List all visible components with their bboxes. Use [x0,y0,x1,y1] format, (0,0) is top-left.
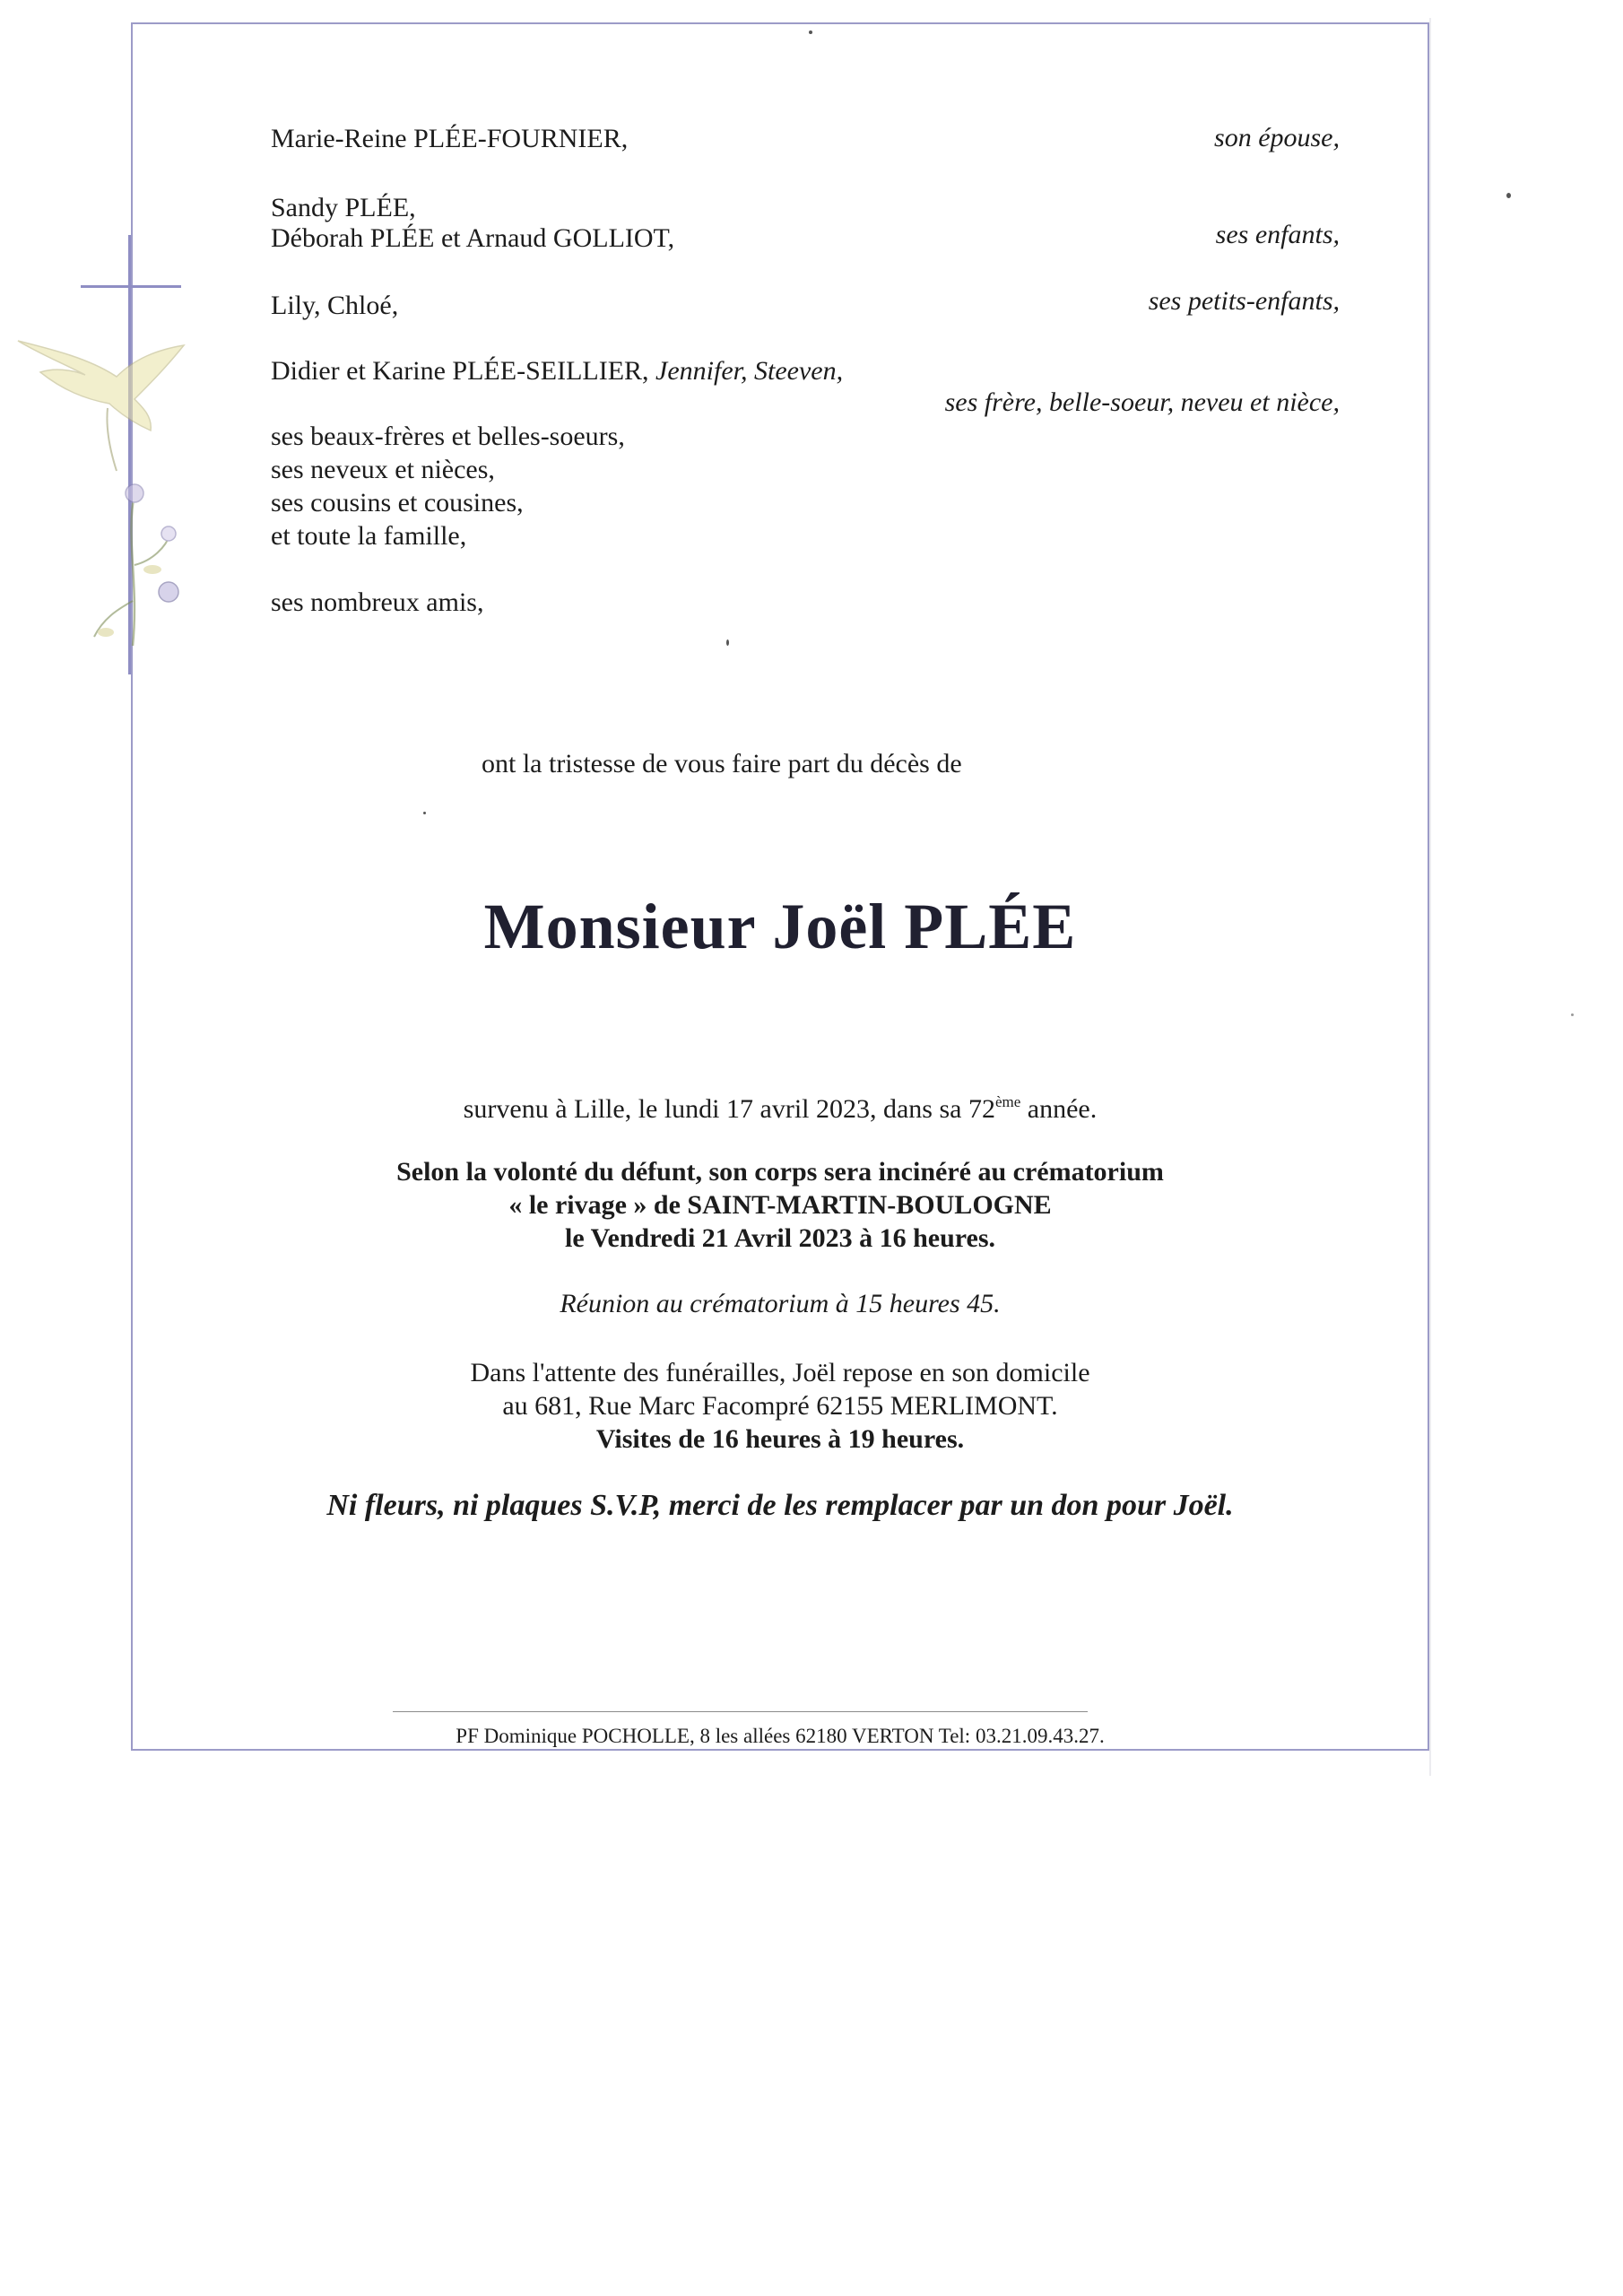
extended-family-1: ses beaux-frères et belles-soeurs, [271,422,625,451]
scan-speck [726,639,729,646]
scan-speck [1506,193,1511,198]
page-edge [1429,18,1431,1776]
siblings-role: ses frère, belle-soeur, neveu et nièce, [944,387,1340,417]
dove-icon [18,341,184,471]
closing-request: Ni fleurs, ni plaques S.V.P, merci de les remplacer par un don pour Joël. [326,1489,1234,1522]
death-details-text: survenu à Lille, le lundi 17 avril 2023, dans sa 72 [463,1094,995,1124]
ceremony-line-1: Selon la volonté du défunt, son corps sera incinéré au crématorium [396,1157,1164,1187]
cross-icon [128,235,131,674]
cross-dove-ornament [0,224,215,691]
visiting-hours: Visites de 16 heures à 19 heures. [595,1424,965,1454]
grandchildren-role: ses petits-enfants, [1148,286,1340,316]
deceased-name: Monsieur Joël PLÉE [483,891,1077,962]
cross-arm [81,285,181,288]
meeting-time: Réunion au crématorium à 15 heures 45. [560,1289,1001,1318]
child-name-2: Déborah PLÉE et Arnaud GOLLIOT, [271,223,675,253]
scan-speck [423,812,426,814]
extended-family-4: et toute la famille, [271,521,467,551]
ceremony-line-3: le Vendredi 21 Avril 2023 à 16 heures. [564,1223,996,1253]
sibling-line [271,354,843,388]
extended-family-2: ses neveux et nièces, [271,455,495,484]
rest-line-2: au 681, Rue Marc Facompré 62155 MERLIMONT. [502,1391,1058,1421]
ordinal-suffix: ème [994,1093,1021,1110]
sibling-children: Jennifer, Steeven, [655,356,844,386]
scan-speck [1571,1013,1574,1016]
spouse-name: Marie-Reine PLÉE-FOURNIER, [271,124,629,153]
friends-line: ses nombreux amis, [271,587,484,617]
funeral-home-footer: PF Dominique POCHOLLE, 8 les allées 62180 VERTON Tel: 03.21.09.43.27. [456,1725,1105,1747]
children-role: ses enfants, [1215,220,1340,249]
flower-stem-icon [94,484,178,646]
announcement-intro: ont la tristesse de vous faire part du décès de [482,749,962,778]
rest-line-1: Dans l'attente des funérailles, Joël repose en son domicile [470,1358,1090,1387]
spouse-role: son épouse, [1214,123,1340,152]
ceremony-line-2: « le rivage » de SAINT-MARTIN-BOULOGNE [508,1190,1052,1220]
death-details [131,1092,1429,1126]
sibling-names: Didier et Karine PLÉE-SEILLIER, [271,356,649,386]
grandchildren-names: Lily, Chloé, [271,291,399,320]
scan-speck [809,30,812,34]
footer-rule [393,1711,1088,1712]
extended-family-3: ses cousins et cousines, [271,488,524,517]
death-details-end: année. [1020,1094,1098,1124]
child-name-1: Sandy PLÉE, [271,193,416,222]
